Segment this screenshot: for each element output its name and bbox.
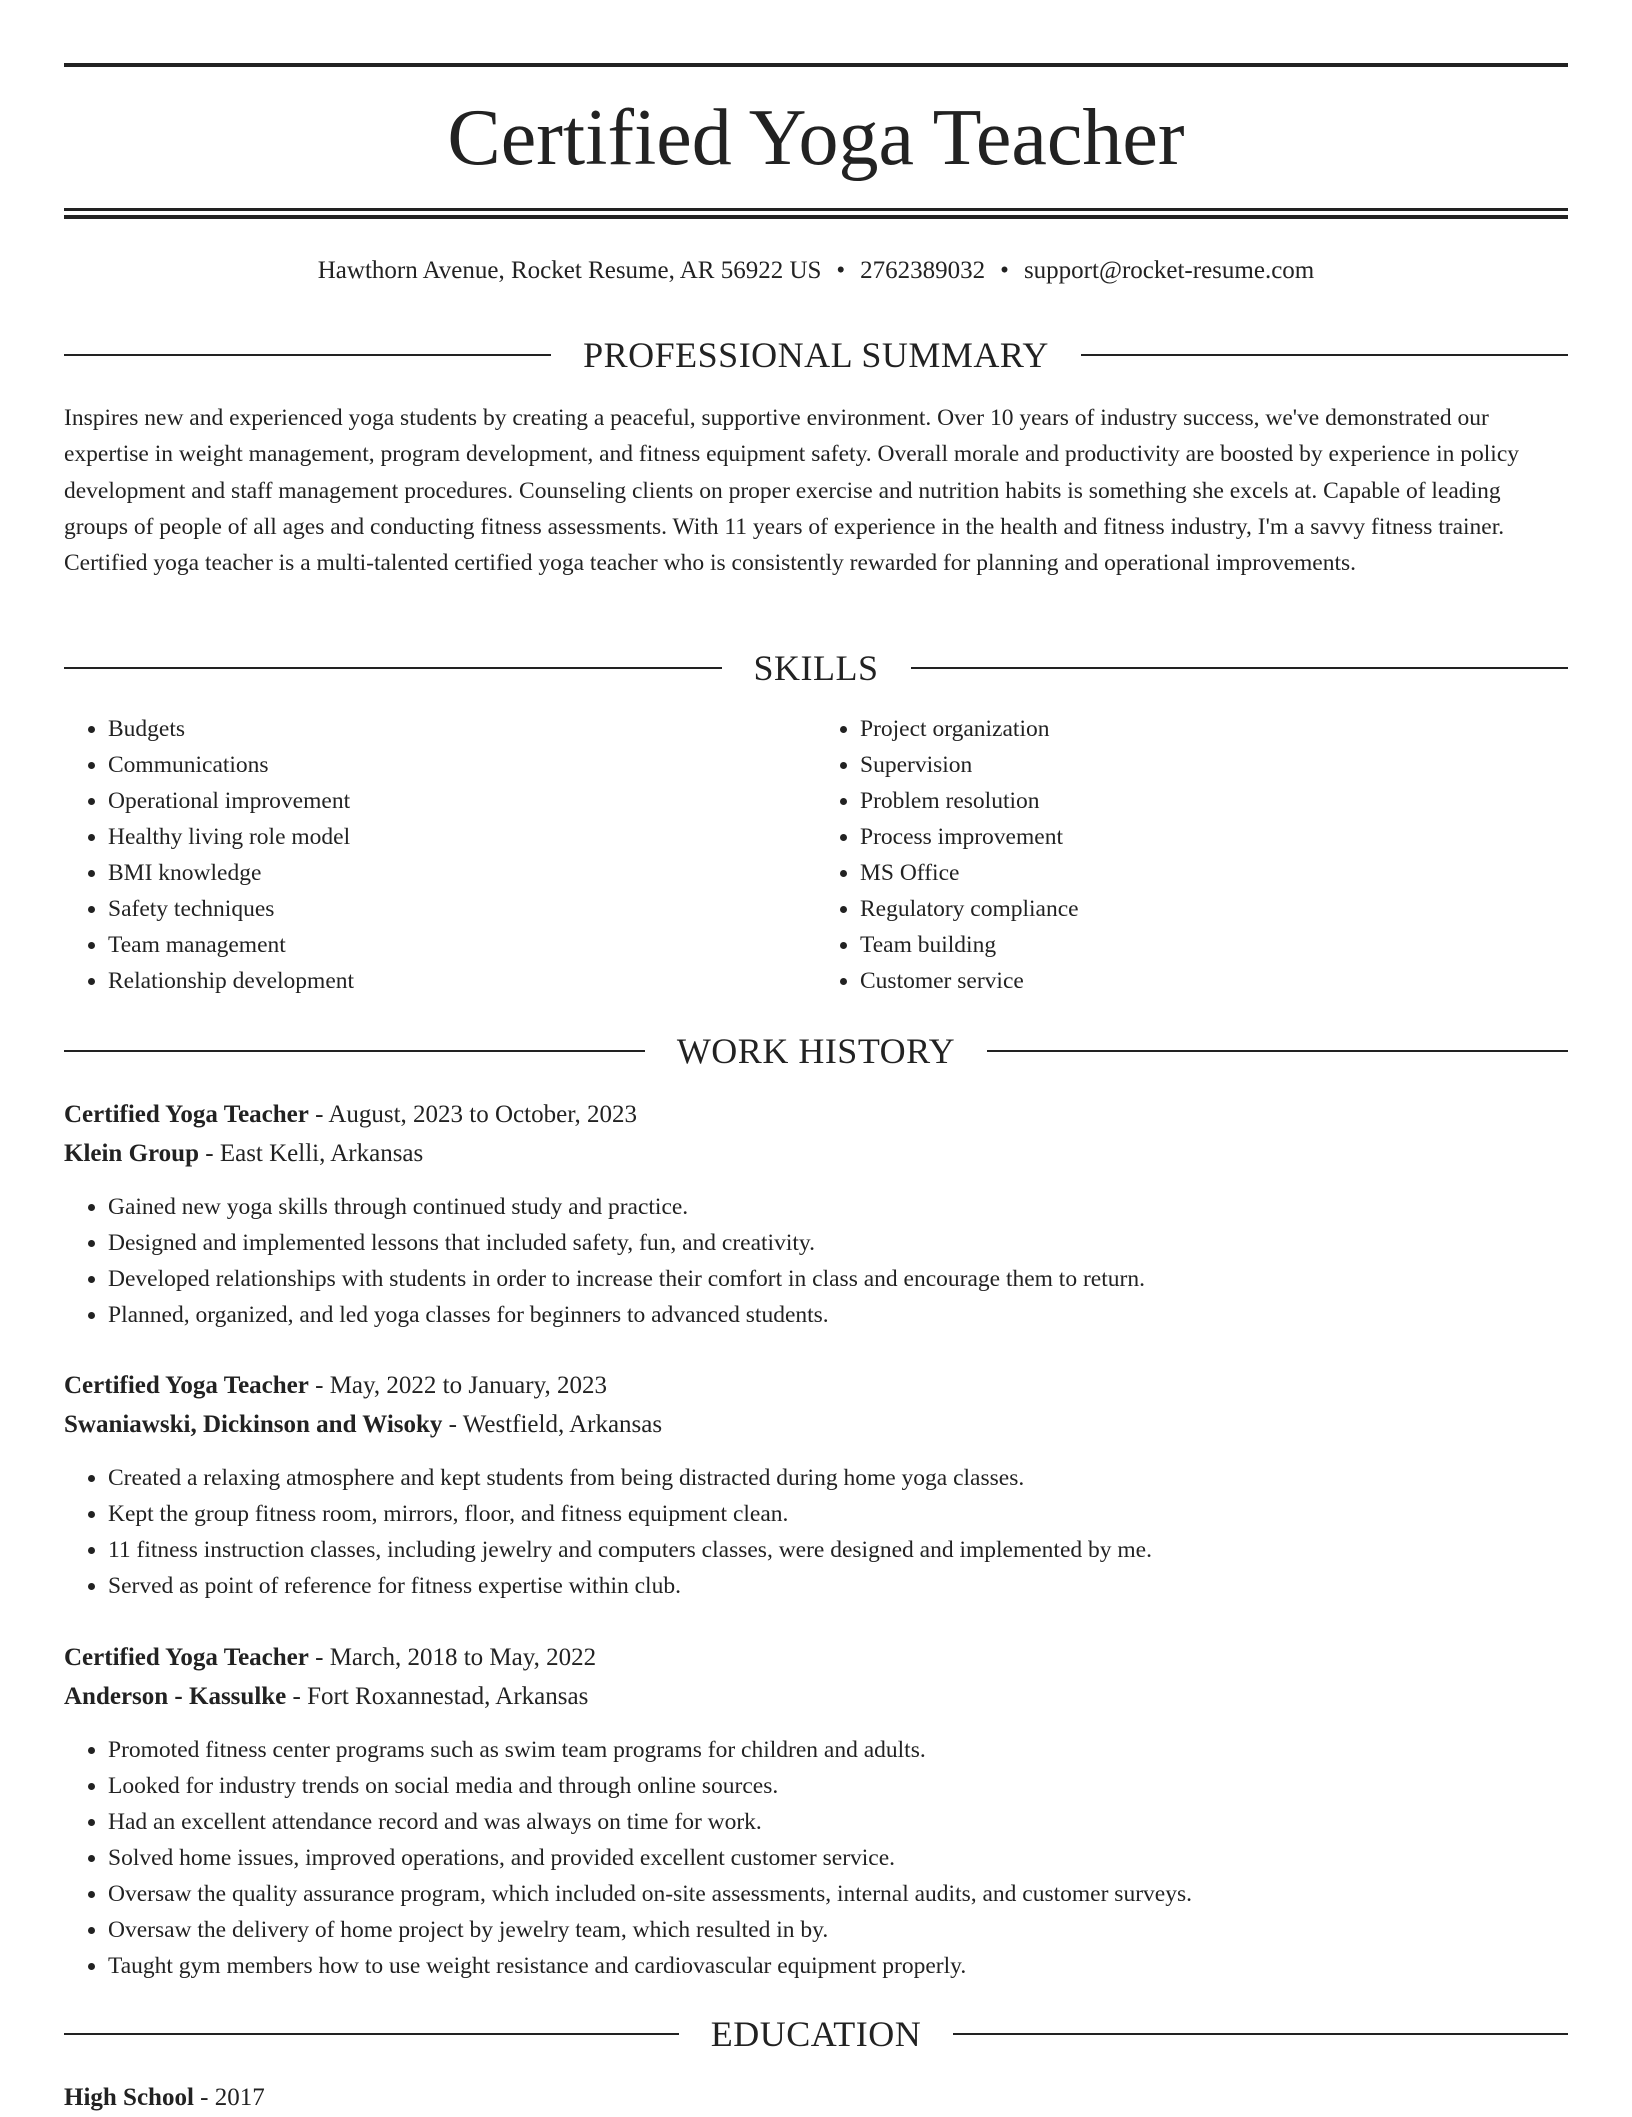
section-title: WORK HISTORY [676, 1031, 956, 1071]
job-title-line [64, 1367, 1568, 1406]
header-rule-bottom [64, 215, 1568, 219]
job-bullet: • Taught gym members how to use weight resistance and cardiovascular equipment properly. [108, 1948, 1568, 1984]
heading-rule [64, 667, 722, 669]
job-title-line [64, 1096, 1568, 1135]
skills-column-left [64, 711, 816, 999]
job-bullet: • 11 fitness instruction classes, including jewelry and computers classes, were designed and implemented by me. [108, 1532, 1568, 1568]
skill-item: • Customer service [860, 963, 1568, 999]
contact-email: support@rocket-resume.com [1023, 257, 1315, 284]
skill-item: • Project organization [860, 711, 1568, 747]
job-dates: - May, 2022 to January, 2023 [308, 1372, 607, 1399]
skill-item: • Relationship development [108, 963, 816, 999]
skill-item: • BMI knowledge [108, 855, 816, 891]
job-company: Anderson - Kassulke [64, 1682, 287, 1710]
contact-separator: • [1000, 257, 1009, 284]
education-entry [64, 2079, 1568, 2117]
contact-phone: 2762389032 [860, 257, 986, 284]
section-title: PROFESSIONAL SUMMARY [583, 335, 1049, 375]
job-title: Certified Yoga Teacher [64, 1101, 309, 1128]
heading-rule [64, 1050, 645, 1052]
job-bullet: • Oversaw the quality assurance program, which included on-site assessments, internal audits, and customer surveys. [108, 1876, 1568, 1912]
skill-item: • Safety techniques [108, 891, 816, 927]
job-dates: - August, 2023 to October, 2023 [308, 1101, 638, 1128]
job-bullet: • Oversaw the delivery of home project by jewelry team, which resulted in by. [108, 1912, 1568, 1948]
job-dates: - March, 2018 to May, 2022 [308, 1644, 597, 1671]
skills-column-right [816, 711, 1568, 999]
contact-address: Hawthorn Avenue, Rocket Resume, AR 56922 US [317, 257, 822, 284]
section-heading-summary [64, 334, 1568, 376]
job-company: Klein Group [64, 1139, 199, 1167]
job-entry [64, 1639, 1568, 1984]
job-bullet: • Promoted fitness center programs such as swim team programs for children and adults. [108, 1732, 1568, 1768]
job-company-line [64, 1406, 1568, 1445]
job-entry [64, 1096, 1568, 1333]
job-bullet: • Solved home issues, improved operations, and provided excellent customer service. [108, 1840, 1568, 1876]
education-year: - 2017 [193, 2084, 265, 2111]
skill-item: • Communications [108, 747, 816, 783]
job-bullet: • Kept the group fitness room, mirrors, floor, and fitness equipment clean. [108, 1496, 1568, 1532]
skill-item: • Regulatory compliance [860, 891, 1568, 927]
summary-text: Inspires new and experienced yoga students by creating a peaceful, supportive environment. Over 10 years of industry success, we've demonstrated our expertise in weight management, program development, and fitness equipment safety. Overall morale and productivity are boosted by experience in policy development and staff management procedures. Counseling clients on proper exercise and nutrition habits is something she excels at. Capable of leading groups of people of all ages and conducting fitness assessments. With 11 years of experience in the health and fitness industry, I'm a savvy fitness trainer. Certified yoga teacher is a multi-talented certified yoga teacher who is consistently rewarded for planning and operational improvements. [64, 405, 1520, 577]
job-bullet: • Looked for industry trends on social media and through online sources. [108, 1768, 1568, 1804]
job-bullet: • Designed and implemented lessons that included safety, fun, and creativity. [108, 1225, 1568, 1261]
heading-rule [987, 1050, 1568, 1052]
job-entry [64, 1367, 1568, 1604]
job-bullet: • Gained new yoga skills through continued study and practice. [108, 1189, 1568, 1225]
job-bullet: • Planned, organized, and led yoga classes for beginners to advanced students. [108, 1297, 1568, 1333]
education-degree: High School [64, 2084, 194, 2111]
job-company-line [64, 1135, 1568, 1174]
job-bullet: • Had an excellent attendance record and was always on time for work. [108, 1804, 1568, 1840]
header-rule-top [64, 208, 1568, 211]
skill-item: • Operational improvement [108, 783, 816, 819]
job-title: Certified Yoga Teacher [64, 1372, 309, 1399]
candidate-name: Certified Yoga Teacher [447, 94, 1185, 182]
heading-rule [911, 667, 1569, 669]
section-title: SKILLS [753, 648, 879, 688]
skill-item: • Team building [860, 927, 1568, 963]
section-title: EDUCATION [710, 2014, 922, 2054]
skill-item: • Process improvement [860, 819, 1568, 855]
job-bullets [64, 1460, 1568, 1604]
job-location: - East Kelli, Arkansas [199, 1139, 424, 1167]
job-title: Certified Yoga Teacher [64, 1644, 309, 1671]
skill-item: • Healthy living role model [108, 819, 816, 855]
job-bullet: • Created a relaxing atmosphere and kept students from being distracted during home yoga classes. [108, 1460, 1568, 1496]
contact-line [64, 254, 1568, 288]
section-heading-education [64, 2013, 1568, 2055]
skill-item: • Supervision [860, 747, 1568, 783]
section-heading-skills [64, 647, 1568, 689]
job-bullets [64, 1189, 1568, 1333]
job-location: - Westfield, Arkansas [442, 1410, 663, 1438]
job-title-line [64, 1639, 1568, 1678]
heading-rule [953, 2033, 1568, 2035]
skills-list [64, 711, 1568, 999]
skill-item: • Problem resolution [860, 783, 1568, 819]
top-rule [64, 63, 1568, 67]
job-bullet: • Developed relationships with students in order to increase their comfort in class and encourage them to return. [108, 1261, 1568, 1297]
contact-separator: • [836, 257, 846, 284]
skill-item: • Budgets [108, 711, 816, 747]
job-bullet: • Served as point of reference for fitness expertise within club. [108, 1568, 1568, 1604]
job-company: Swaniawski, Dickinson and Wisoky [64, 1410, 443, 1438]
heading-rule [64, 2033, 679, 2035]
skill-item: • Team management [108, 927, 816, 963]
heading-rule [64, 354, 551, 356]
job-company-line [64, 1678, 1568, 1717]
job-location: - Fort Roxannestad, Arkansas [286, 1682, 589, 1710]
section-heading-work [64, 1030, 1568, 1072]
heading-rule [1081, 354, 1568, 356]
skill-item: • MS Office [860, 855, 1568, 891]
job-bullets [64, 1732, 1568, 1984]
